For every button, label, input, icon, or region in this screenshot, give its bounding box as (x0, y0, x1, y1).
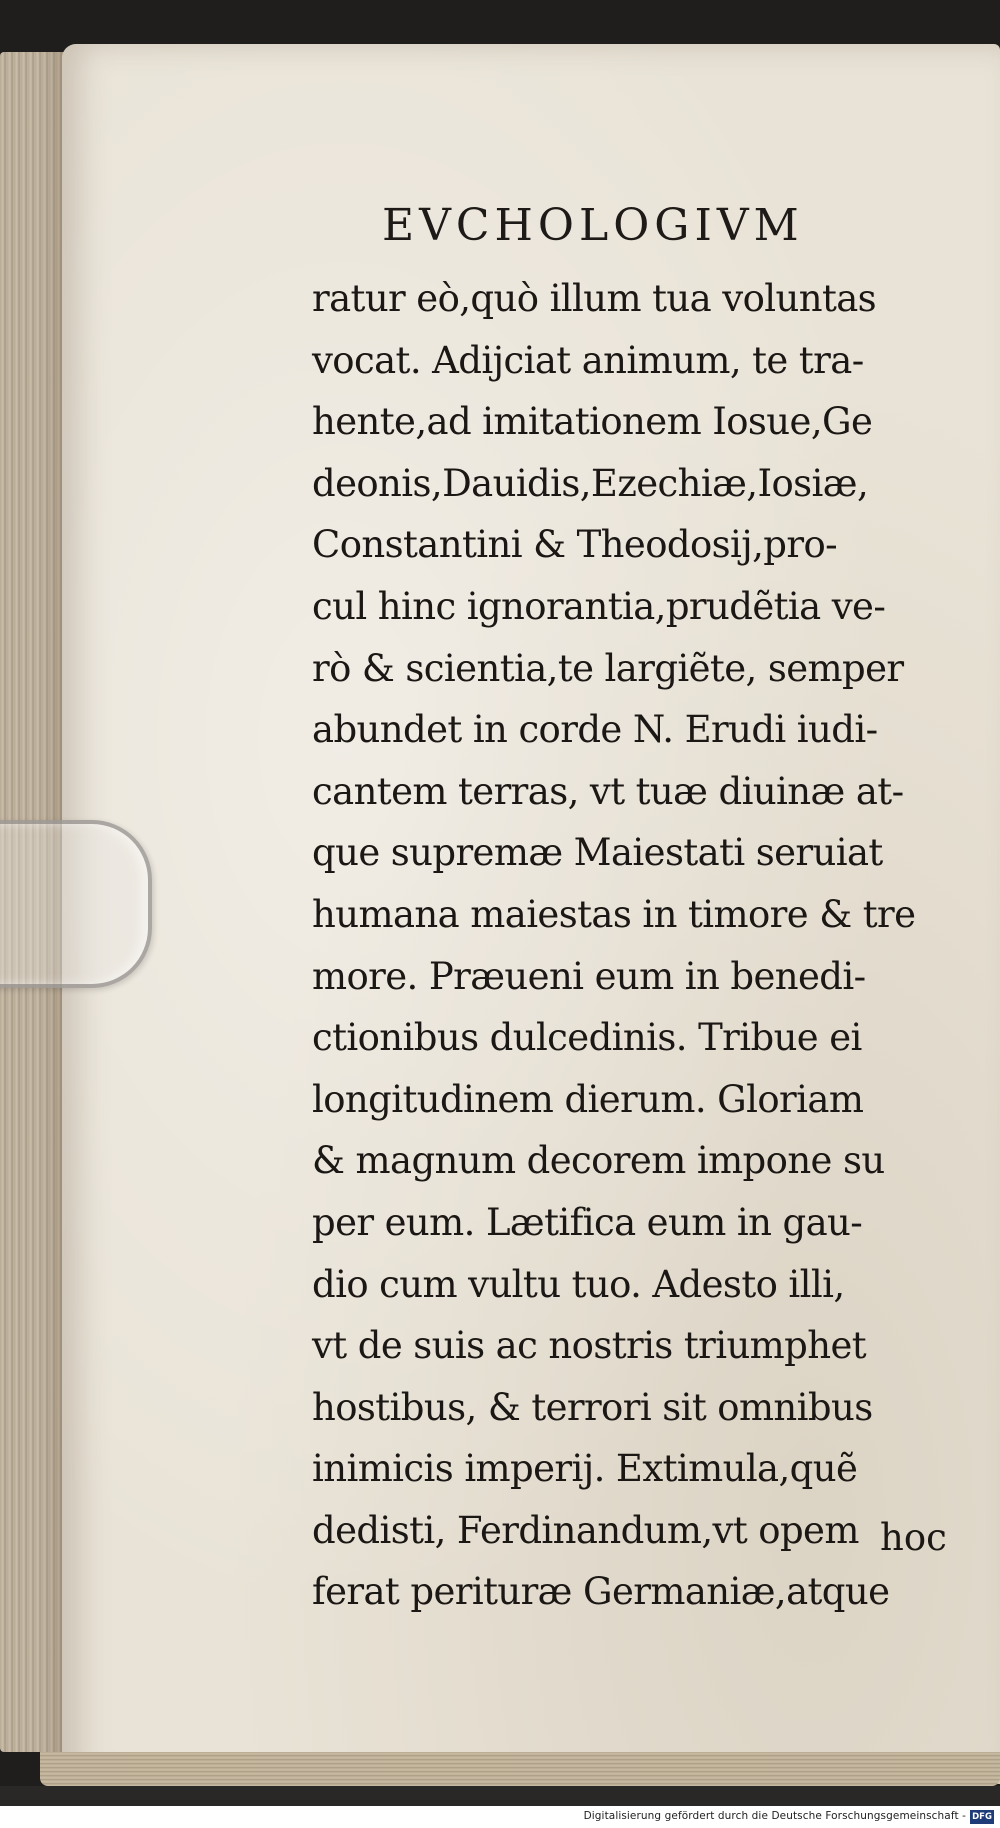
text-line: dio cum vultu tuo. Adesto illi, (312, 1262, 845, 1306)
text-line: ferat perituræ Germaniæ,atque (312, 1570, 890, 1614)
text-line: humana maiestas in timore & tre (312, 892, 916, 936)
funding-credit: Digitalisierung gefördert durch die Deutsche Forschungsgemeinschaft - (583, 1810, 966, 1822)
text-line: abundet in corde N. Erudi iudi- (312, 708, 878, 752)
text-line: Constantini & Theodosij,pro- (312, 523, 838, 567)
text-line: deonis,Dauidis,Ezechiæ,Iosiæ, (312, 461, 869, 505)
page-clip (0, 820, 152, 988)
text-line: hostibus, & terrori sit omnibus (312, 1385, 873, 1429)
text-line: ratur eò,quò illum tua voluntas (312, 277, 877, 320)
text-line: dedisti, Ferdinandum,vt opem (312, 1508, 859, 1552)
text-line: & magnum decorem impone su (312, 1139, 885, 1183)
running-title: EVCHOLOGIVM (382, 200, 804, 251)
text-line: ctionibus dulcedinis. Tribue ei (312, 1016, 862, 1060)
text-line: inimicis imperij. Extimula,quẽ (312, 1447, 858, 1491)
text-line: que supremæ Maiestati seruiat (312, 831, 883, 875)
body-text (312, 268, 962, 1623)
digitization-footer (0, 1806, 1000, 1828)
text-line: per eum. Lætifica eum in gau- (312, 1200, 863, 1244)
text-line: hente,ad imitationem Iosue,Ge (312, 400, 873, 444)
dfg-logo: DFG (970, 1810, 994, 1824)
book-cover-edge (0, 1786, 1000, 1806)
text-line: rò & scientia,te largiẽte, semper (312, 646, 904, 690)
catchword: hoc (880, 1516, 947, 1559)
bottom-page-edges (40, 1752, 1000, 1786)
text-line: longitudinem dierum. Gloriam (312, 1077, 864, 1121)
text-line: more. Præueni eum in benedi- (312, 954, 866, 998)
text-line: cul hinc ignorantia,prudẽtia ve- (312, 584, 886, 628)
text-line: vocat. Adijciat animum, te tra- (312, 338, 864, 382)
text-line: vt de suis ac nostris triumphet (312, 1324, 867, 1368)
text-line: cantem terras, vt tuæ diuinæ at- (312, 769, 904, 813)
